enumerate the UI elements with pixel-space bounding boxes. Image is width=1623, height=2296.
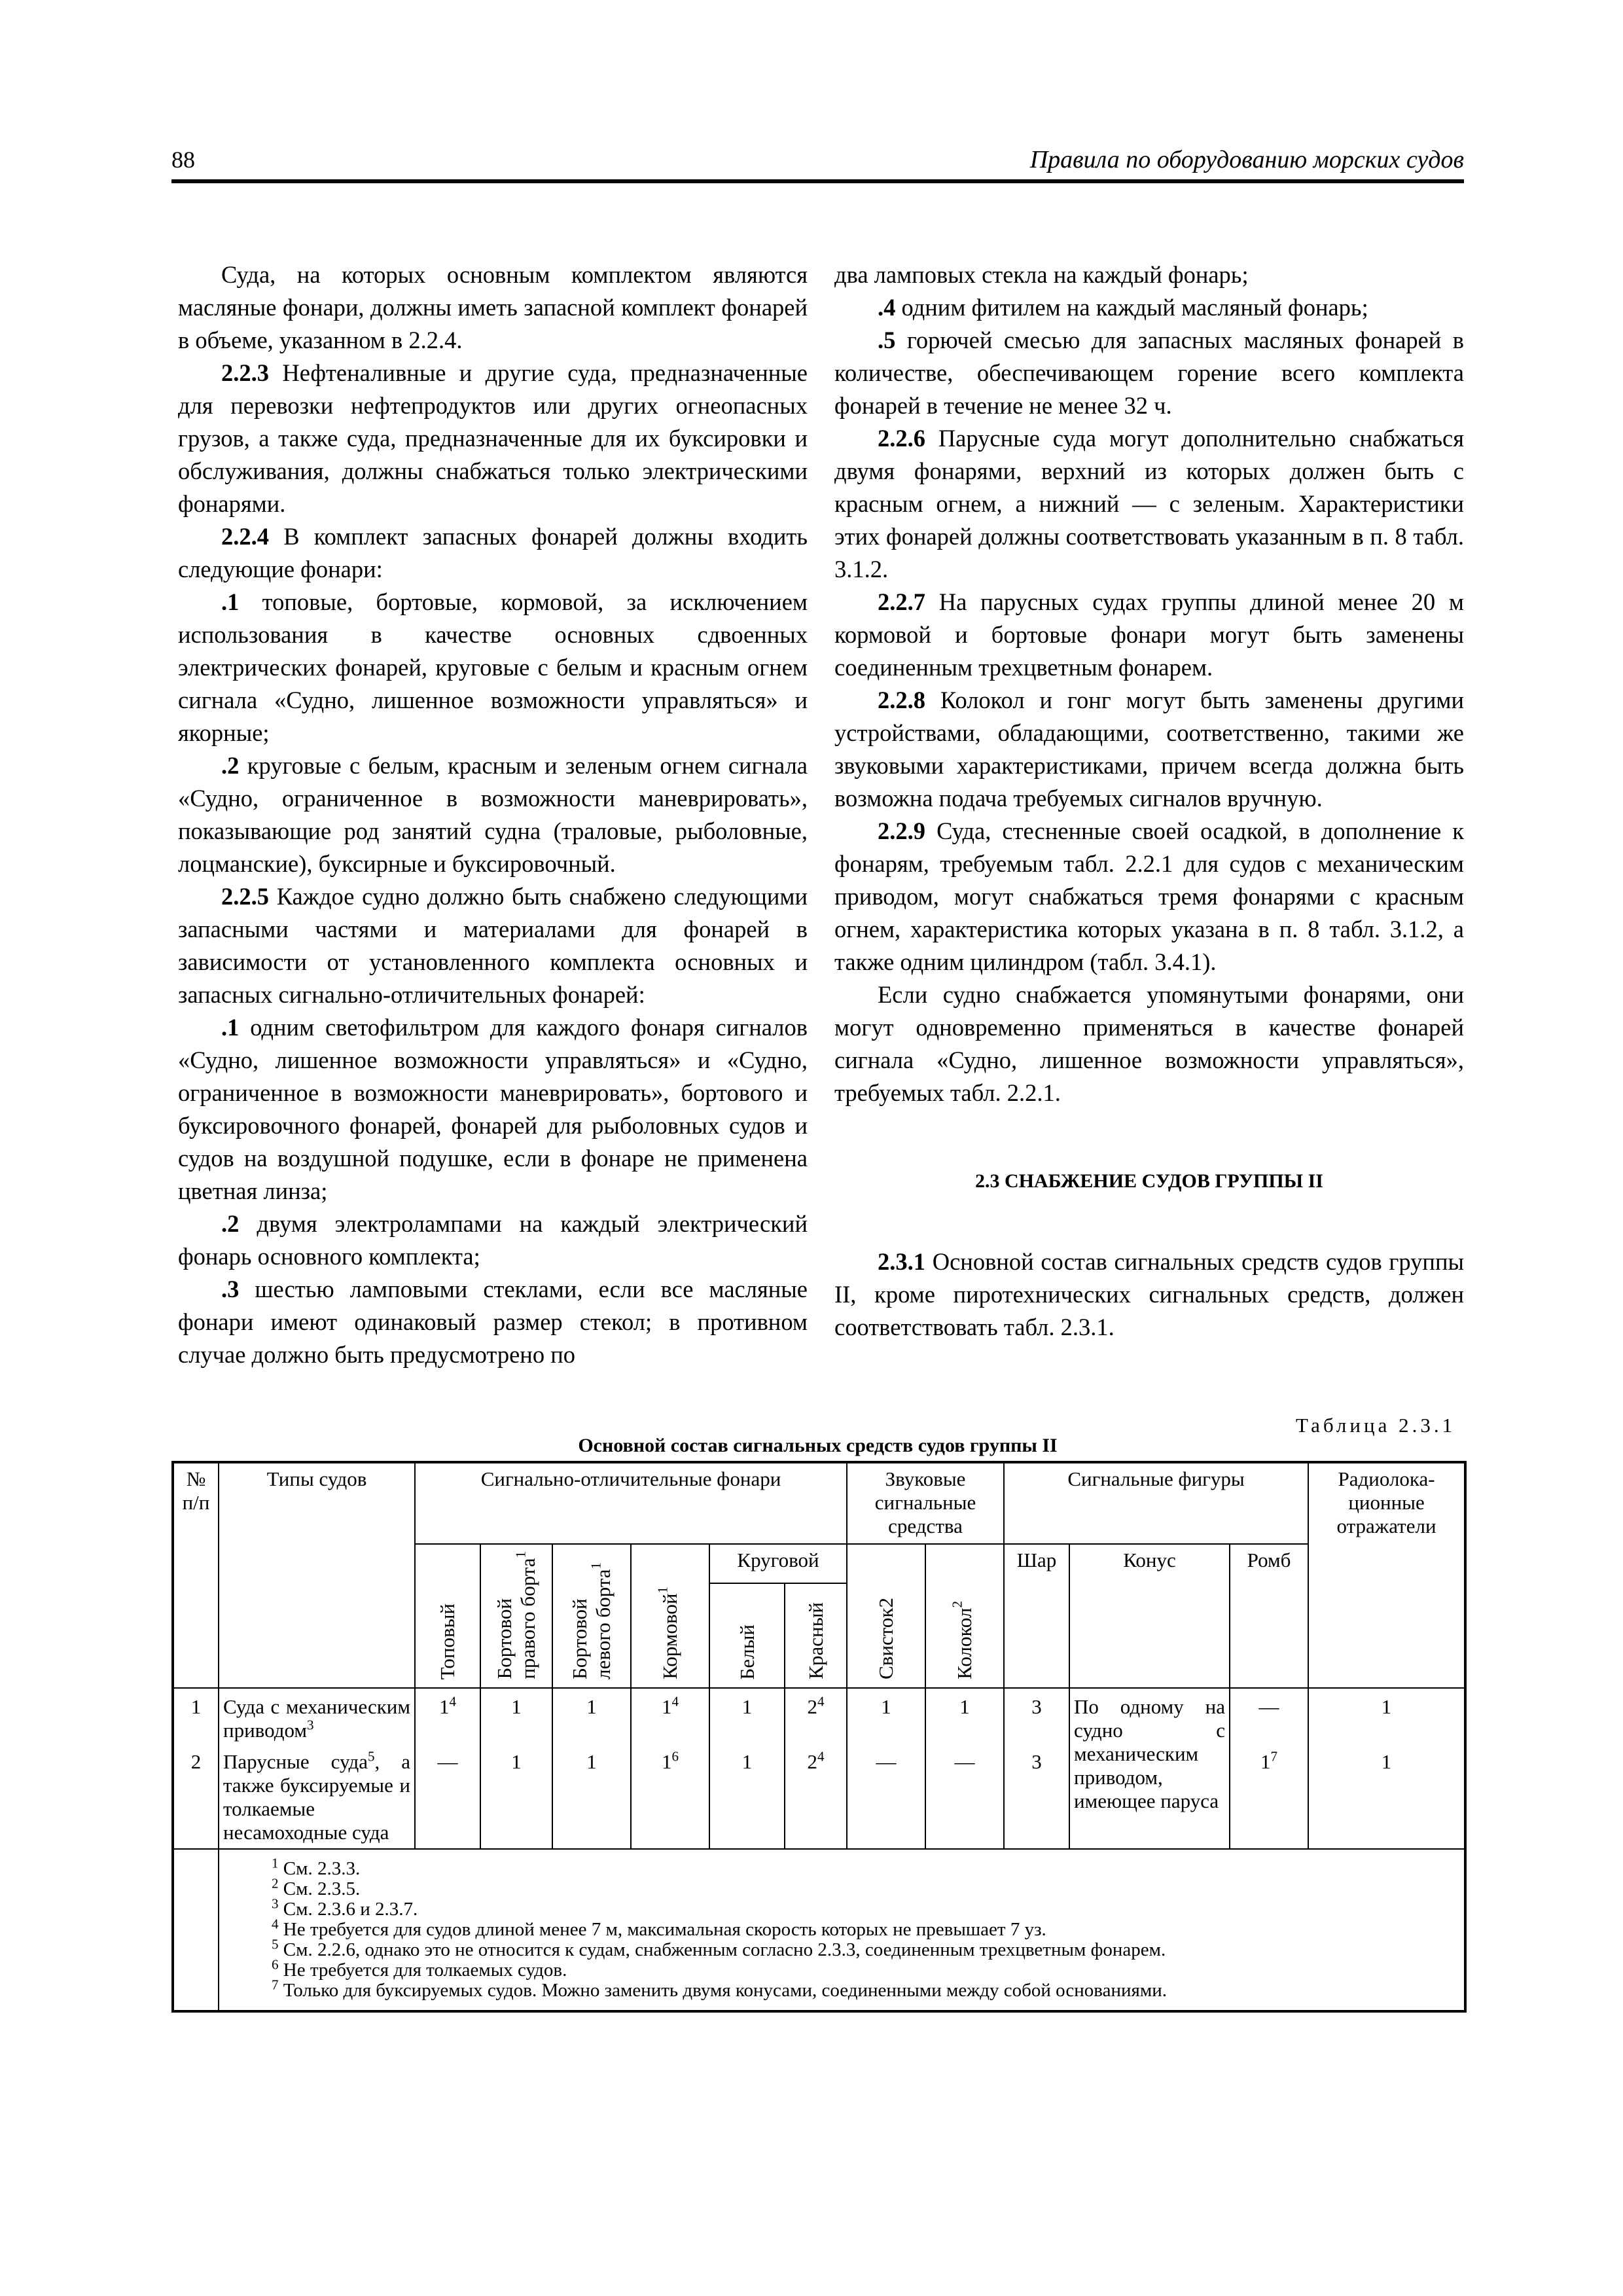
cell-krasny: $2^4$ (785, 1688, 847, 1746)
footnote: $^7$ Только для буксируемых судов. Можно заменить двумя конусами, соединенными между собой основаниями. (272, 1977, 1167, 2001)
paragraph-2-2-9: 2.2.9 Суда, стесненные своей осадкой, в дополнение к фонарям, требуемым табл. 2.2.1 для судов с механическим приводом, могут снабжаться тремя фонарями с красным огнем, характеристика которых указана в п. 8 табл. 3.1.2, а также одним цилиндром (табл. 3.4.1). (834, 817, 1464, 975)
paragraph-2-2-5: 2.2.5 Каждое судно должно быть снабжено следующими запасными частями и материалами для фонарей в зависимости от установленного комплекта основных и запасных сигнально-отличительных фонарей: (178, 883, 808, 1008)
cell-topovy: — (415, 1746, 480, 1849)
cell-kolokol: — (925, 1746, 1004, 1849)
header-radar: Радиолока- ционные отражатели (1308, 1462, 1465, 1688)
footnote: $^1$ См. 2.3.3. (272, 1855, 361, 1879)
cell-shar: 3 (1004, 1746, 1069, 1849)
footnote-spacer (173, 1849, 219, 2011)
list-item: .2 двумя электролампами на каждый электрический фонарь основного комплекта; (178, 1210, 808, 1270)
footnote: $^4$ Не требуется для судов длиной менее 7 м, максимальная скорость которых не превышает 7 уз. (272, 1916, 1046, 1940)
cell-radar: 1 (1308, 1688, 1465, 1746)
cell-kormovoy: $1^6$ (631, 1746, 709, 1849)
header-konus: Конус (1069, 1544, 1230, 1688)
table-header-row (173, 1462, 1465, 1544)
cell-num: 2 (173, 1746, 219, 1849)
page-header (171, 145, 1464, 183)
header-bort-left: Бортовой левого борта$^1$ (552, 1544, 631, 1688)
paragraph: Если судно снабжается упомянутыми фонарями, они могут одновременно применяться в качестве фонарей сигнала «Судно, лишенное возможности управляться», требуемых табл. 2.2.1. (834, 981, 1464, 1106)
cell-topovy: $1^4$ (415, 1688, 480, 1746)
paragraph: Суда, на которых основным комплектом являются масляные фонари, должны иметь запасной комплект фонарей в объеме, указанном в 2.2.4. (178, 261, 808, 353)
page-number: 88 (171, 147, 195, 173)
list-item: .1 одним светофильтром для каждого фонаря сигналов «Судно, лишенное возможности управляться» и «Судно, ограниченное в возможности маневрировать», бортового и буксировочного фонарей, фонарей для рыболовных судов и судов на воздушной подушке, если в фонаре не применена цветная линза; (178, 1014, 808, 1204)
paragraph-2-2-6: 2.2.6 Парусные суда могут дополнительно снабжаться двумя фонарями, верхний из которых должен быть с красным огнем, а нижний — с зеленым. Характеристики этих фонарей должны соответствовать указанным в п. 8 табл. 3.1.2. (834, 425, 1464, 583)
left-column (178, 259, 808, 1371)
header-shar: Шар (1004, 1544, 1069, 1688)
header-kormovoy: Кормовой$^1$ (631, 1544, 709, 1688)
table-title: Основной состав сигнальных средств судов группы II (578, 1435, 1058, 1456)
table-row (173, 1688, 1465, 1746)
paragraph-2-2-7: 2.2.7 На парусных судах группы длиной менее 20 м кормовой и бортовые фонари могут быть заменены соединенным трехцветным фонарем. (834, 588, 1464, 681)
footnotes (219, 1849, 1465, 2011)
list-item: .1 топовые, бортовые, кормовой, за исключением использования в качестве основных сдвоенных электрических фонарей, круговые с белым и красным огнем сигнала «Судно, лишенное возможности управляться» и якорные; (178, 588, 808, 746)
cell-bort-left: 1 (552, 1688, 631, 1746)
cell-bort-left: 1 (552, 1746, 631, 1849)
header-topovy: Топовый (415, 1544, 480, 1688)
list-item: .3 шестью ламповыми стеклами, если все масляные фонари имеют одинаковый размер стекол; в противном случае должно быть предусмотрено по (178, 1276, 808, 1368)
header-romb: Ромб (1230, 1544, 1308, 1688)
cell-romb: — (1230, 1688, 1308, 1746)
paragraph: два ламповых стекла на каждый фонарь; (834, 261, 1249, 288)
header-num: № п/п (173, 1462, 219, 1688)
cell-svistok: 1 (847, 1688, 925, 1746)
table-label: Таблица 2.3.1 (1296, 1414, 1456, 1437)
footnote: $^5$ См. 2.2.6, однако это не относится к судам, снабженным согласно 2.3.3, соединенным трехцветным фонарем. (272, 1936, 1166, 1960)
paragraph-2-2-3: 2.2.3 Нефтеналивные и другие суда, предназначенные для перевозки нефтепродуктов или других огнеопасных грузов, а также суда, предназначенные для их буксировки и обслуживания, должны снабжаться только электрическими фонарями. (178, 359, 808, 517)
cell-krasny: $2^4$ (785, 1746, 847, 1849)
footnote: $^6$ Не требуется для толкаемых судов. (272, 1956, 567, 1981)
cell-romb: $1^7$ (1230, 1746, 1308, 1849)
running-title: Правила по оборудованию морских судов (1029, 146, 1464, 173)
cell-bely: 1 (709, 1746, 785, 1849)
list-item: .4 одним фитилем на каждый масляный фонарь; (878, 294, 1368, 321)
table-footnotes-row (173, 1849, 1465, 2011)
cell-bely: 1 (709, 1688, 785, 1746)
paragraph-2-3-1: 2.3.1 Основной состав сигнальных средств судов группы II, кроме пиротехнических сигнальных средств, должен соответствовать табл. 2.3.1. (834, 1248, 1464, 1340)
cell-kolokol: 1 (925, 1688, 1004, 1746)
header-svistok: Свисток2 (847, 1544, 925, 1688)
paragraph-2-2-4: 2.2.4 В комплект запасных фонарей должны входить следующие фонари: (178, 523, 808, 583)
header-bely: Белый (709, 1583, 785, 1688)
section-title: 2.3 СНАБЖЕНИЕ СУДОВ ГРУППЫ II (974, 1170, 1323, 1192)
header-types: Типы судов (219, 1462, 415, 1688)
header-figures: Сигнальные фигуры (1004, 1462, 1308, 1544)
header-bort-right: Бортовой правого борта$^1$ (480, 1544, 552, 1688)
signal-means-table (171, 1461, 1467, 2013)
header-lights: Сигнально-отличительные фонари (415, 1462, 847, 1544)
header-kolokol: Колокол$^2$ (925, 1544, 1004, 1688)
cell-type: Суда с механическим приводом$^3$ (219, 1688, 415, 1746)
cell-type: Парусные суда$^5$, а также буксируемые и толкаемые несамоходные суда (219, 1746, 415, 1849)
footnote: $^2$ См. 2.3.5. (272, 1875, 361, 1899)
cell-shar: 3 (1004, 1688, 1069, 1746)
table-row (173, 1746, 1465, 1849)
cell-radar: 1 (1308, 1746, 1465, 1849)
header-krugovoy: Круговой (709, 1544, 847, 1583)
cell-bort-right: 1 (480, 1688, 552, 1746)
list-item: .5 горючей смесью для запасных масляных фонарей в количестве, обеспечивающем горение всего комплекта фонарей в течение не менее 32 ч. (834, 327, 1464, 419)
cell-num: 1 (173, 1688, 219, 1746)
right-column (834, 259, 1464, 1344)
cell-konus: По одному на судно с механическим приводом, имеющее паруса (1069, 1688, 1230, 1849)
paragraph-2-2-8: 2.2.8 Колокол и гонг могут быть заменены другими устройствами, обладающими, соответственно, такими же звуковыми характеристиками, причем всегда должна быть возможна подача требуемых сигналов вручную. (834, 687, 1464, 812)
cell-kormovoy: $1^4$ (631, 1688, 709, 1746)
footnote: $^3$ См. 2.3.6 и 2.3.7. (272, 1895, 418, 1920)
cell-bort-right: 1 (480, 1746, 552, 1849)
cell-svistok: — (847, 1746, 925, 1849)
list-item: .2 круговые с белым, красным и зеленым огнем сигнала «Судно, ограниченное в возможности маневрировать», показывающие род занятий судна (траловые, рыболовные, лоцманские), буксирные и буксировочный. (178, 752, 808, 877)
header-sound: Звуковые сигнальные средства (847, 1462, 1004, 1544)
header-krasny: Красный (785, 1583, 847, 1688)
